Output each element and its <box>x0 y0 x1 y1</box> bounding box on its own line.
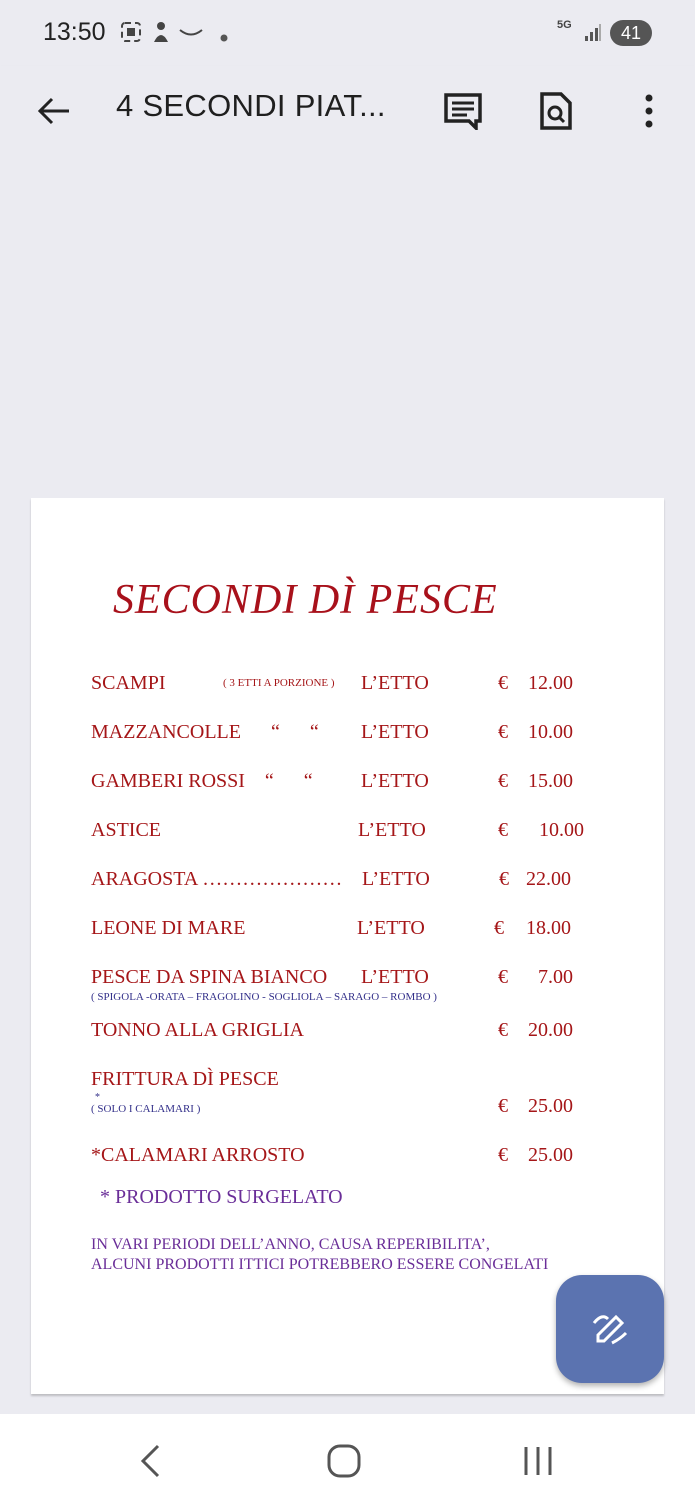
item-name: ARAGOSTA ………………… <box>91 868 343 890</box>
item-price: 10.00 <box>528 721 573 743</box>
item-unit: L’ETTO <box>362 868 430 890</box>
item-currency: € <box>498 1144 508 1166</box>
item-currency: € <box>498 819 508 841</box>
menu-item <box>91 917 611 943</box>
disclaimer <box>91 1235 548 1275</box>
item-name: FRITTURA DÌ PESCE <box>91 1068 279 1090</box>
dot-icon <box>220 29 228 47</box>
item-subtitle: ( SOLO I CALAMARI ) <box>91 1103 201 1115</box>
item-currency: € <box>498 966 508 988</box>
recents-icon <box>522 1445 554 1477</box>
item-price: 20.00 <box>528 1019 573 1041</box>
item-currency: € <box>498 721 508 743</box>
item-name: *CALAMARI ARROSTO <box>91 1144 305 1166</box>
item-price: 15.00 <box>528 770 573 792</box>
menu-item <box>91 1095 611 1121</box>
document-title: 4 SECONDI PIAT... <box>116 88 386 123</box>
menu-item <box>91 966 611 992</box>
home-circle-icon <box>327 1444 361 1478</box>
network-type: 5G <box>557 19 572 31</box>
back-button[interactable] <box>29 86 79 136</box>
menu-item <box>91 672 611 698</box>
nav-home-button[interactable] <box>314 1439 374 1483</box>
status-time: 13:50 <box>43 18 106 46</box>
item-name: TONNO ALLA GRIGLIA <box>91 1019 304 1041</box>
document-search-icon <box>539 91 573 131</box>
nav-back-button[interactable] <box>120 1439 180 1483</box>
item-unit: L’ETTO <box>361 672 429 694</box>
menu-item <box>91 721 611 747</box>
more-options-button[interactable] <box>624 86 674 136</box>
system-nav-bar <box>0 1414 695 1507</box>
item-name: SCAMPI <box>91 672 166 694</box>
item-price: 25.00 <box>528 1095 573 1117</box>
menu-item <box>91 1068 611 1094</box>
battery-indicator: 41 <box>610 20 652 46</box>
document-viewer[interactable] <box>0 160 695 1414</box>
item-name: MAZZANCOLLE “ “ <box>91 721 319 743</box>
screenshot-icon <box>119 20 143 49</box>
frozen-product-footnote: * PRODOTTO SURGELATO <box>100 1186 343 1208</box>
nav-recents-button[interactable] <box>508 1439 568 1483</box>
item-price: 12.00 <box>528 672 573 694</box>
item-name: LEONE DI MARE <box>91 917 246 939</box>
comment-icon <box>443 92 483 130</box>
signal-icon <box>584 22 602 47</box>
item-price: 22.00 <box>526 868 571 890</box>
item-price: 18.00 <box>526 917 571 939</box>
item-price: 7.00 <box>538 966 573 988</box>
edit-pen-icon <box>590 1309 630 1349</box>
frittura-asterisk: * <box>95 1092 100 1103</box>
menu-item <box>91 868 611 894</box>
disclaimer-line: IN VARI PERIODI DELL’ANNO, CAUSA REPERIBILITA’, <box>91 1236 490 1253</box>
item-name: PESCE DA SPINA BIANCO <box>91 966 328 988</box>
item-currency: € <box>498 1095 508 1117</box>
edit-fab-button[interactable] <box>556 1275 664 1383</box>
item-currency: € <box>498 1019 508 1041</box>
menu-item <box>91 1019 611 1045</box>
item-name: ASTICE <box>91 819 161 841</box>
amazon-icon <box>178 26 204 44</box>
item-unit: L’ETTO <box>357 917 425 939</box>
arrow-left-icon <box>37 96 71 126</box>
item-currency: € <box>498 672 508 694</box>
item-price: 25.00 <box>528 1144 573 1166</box>
menu-item <box>91 1144 611 1170</box>
item-currency: € <box>494 917 504 939</box>
more-vert-icon <box>644 94 654 128</box>
notification-icon <box>150 20 172 49</box>
item-currency: € <box>498 770 508 792</box>
item-subtitle: ( SPIGOLA -ORATA – FRAGOLINO - SOGLIOLA – SARAGO – ROMBO ) <box>91 991 437 1003</box>
menu-item <box>91 819 611 845</box>
menu-heading: SECONDI DÌ PESCE <box>113 577 498 623</box>
document-page <box>31 498 664 1394</box>
item-name: GAMBERI ROSSI “ “ <box>91 770 313 792</box>
item-note: ( 3 ETTI A PORZIONE ) <box>223 677 335 689</box>
item-unit: L’ETTO <box>361 721 429 743</box>
item-price: 10.00 <box>539 819 584 841</box>
item-currency: € <box>499 868 509 890</box>
status-bar <box>0 0 695 66</box>
comments-button[interactable] <box>438 86 488 136</box>
menu-item <box>91 770 611 796</box>
disclaimer-line: ALCUNI PRODOTTI ITTICI POTREBBERO ESSERE CONGELATI <box>91 1256 549 1273</box>
find-in-document-button[interactable] <box>531 86 581 136</box>
app-bar <box>0 66 695 160</box>
item-unit: L’ETTO <box>361 770 429 792</box>
item-unit: L’ETTO <box>358 819 426 841</box>
item-unit: L’ETTO <box>361 966 429 988</box>
chevron-left-icon <box>138 1443 162 1479</box>
